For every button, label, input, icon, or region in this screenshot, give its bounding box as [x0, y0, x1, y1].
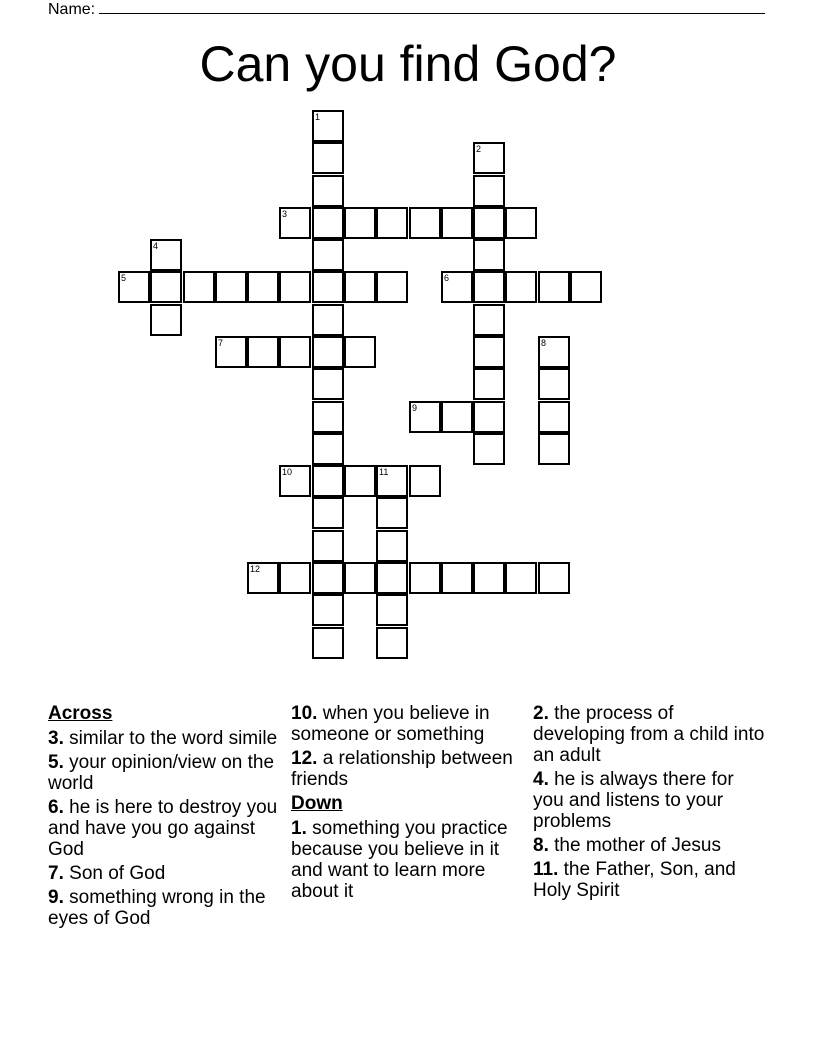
crossword-cell[interactable]: [312, 562, 344, 594]
crossword-cell[interactable]: [505, 271, 537, 303]
clue-column-1: [48, 703, 283, 932]
crossword-cell[interactable]: [312, 175, 344, 207]
crossword-cell[interactable]: [312, 465, 344, 497]
clue-number: 1: [315, 112, 321, 122]
down-clue: 2. the process of developing from a child into an adult: [533, 703, 765, 766]
crossword-cell[interactable]: [538, 401, 570, 433]
page-title: Can you find God?: [199, 36, 617, 92]
down-clue: 1. something you practice because you believe in it and want to learn more about it: [291, 818, 508, 902]
across-clue: 9. something wrong in the eyes of God: [48, 887, 266, 929]
crossword-cell[interactable]: [441, 401, 473, 433]
crossword-cell[interactable]: [279, 336, 311, 368]
crossword-cell[interactable]: [538, 433, 570, 465]
crossword-cell[interactable]: [312, 142, 344, 174]
clue-number: 6: [444, 273, 450, 283]
down-heading: Down: [291, 793, 343, 814]
clue-number: 2: [476, 144, 482, 154]
crossword-cell[interactable]: [473, 271, 505, 303]
crossword-cell[interactable]: [473, 562, 505, 594]
crossword-cell[interactable]: [473, 433, 505, 465]
crossword-cell[interactable]: [344, 271, 376, 303]
crossword-cell[interactable]: [409, 401, 441, 433]
crossword-cell[interactable]: [183, 271, 215, 303]
crossword-cell[interactable]: [247, 562, 279, 594]
crossword-cell[interactable]: [376, 562, 408, 594]
across-clue: 10. when you believe in someone or something: [291, 703, 490, 745]
clue-number: 10: [282, 467, 293, 477]
down-clue: 8. the mother of Jesus: [533, 835, 722, 856]
clue-column-3: [533, 703, 768, 904]
crossword-cell[interactable]: [570, 271, 602, 303]
crossword-cell[interactable]: [473, 368, 505, 400]
crossword-cell[interactable]: [312, 627, 344, 659]
crossword-cell[interactable]: [473, 175, 505, 207]
across-clue: 5. your opinion/view on the world: [48, 752, 275, 794]
crossword-cell[interactable]: [279, 271, 311, 303]
down-clue: 11. the Father, Son, and Holy Spirit: [533, 859, 736, 901]
crossword-cell[interactable]: [376, 627, 408, 659]
crossword-cell[interactable]: [409, 465, 441, 497]
crossword-cell[interactable]: [150, 239, 182, 271]
crossword-cell[interactable]: [538, 368, 570, 400]
clue-number: 12: [250, 564, 261, 574]
across-clue: 3. similar to the word simile: [48, 728, 278, 749]
across-clue: 12. a relationship between friends: [291, 748, 513, 790]
crossword-cell[interactable]: [505, 562, 537, 594]
crossword-cell[interactable]: [376, 271, 408, 303]
crossword-cell[interactable]: [312, 239, 344, 271]
crossword-cell[interactable]: [441, 271, 473, 303]
crossword-cell[interactable]: [344, 207, 376, 239]
crossword-cell[interactable]: [344, 336, 376, 368]
crossword-cell[interactable]: [376, 497, 408, 529]
crossword-cell[interactable]: [312, 530, 344, 562]
crossword-cell[interactable]: [376, 530, 408, 562]
crossword-cell[interactable]: [312, 594, 344, 626]
crossword-cell[interactable]: [150, 271, 182, 303]
crossword-cell[interactable]: [473, 142, 505, 174]
crossword-cell[interactable]: [376, 207, 408, 239]
crossword-cell[interactable]: [279, 207, 311, 239]
across-clue: 6. he is here to destroy you and have you go against God: [48, 797, 278, 860]
crossword-cell[interactable]: [118, 271, 150, 303]
crossword-cell[interactable]: [473, 304, 505, 336]
crossword-cell[interactable]: [279, 562, 311, 594]
crossword-cell[interactable]: [376, 594, 408, 626]
across-clue: 7. Son of God: [48, 863, 166, 884]
crossword-cell[interactable]: [312, 368, 344, 400]
crossword-cell[interactable]: [538, 562, 570, 594]
clue-number: 11: [379, 467, 389, 477]
clue-number: 5: [121, 273, 127, 283]
crossword-cell[interactable]: [312, 433, 344, 465]
crossword-cell[interactable]: [538, 336, 570, 368]
crossword-cell[interactable]: [312, 304, 344, 336]
crossword-cell[interactable]: [473, 336, 505, 368]
crossword-cell[interactable]: [441, 207, 473, 239]
clue-column-2: [291, 703, 526, 905]
crossword-cell[interactable]: [312, 110, 344, 142]
crossword-cell[interactable]: [247, 271, 279, 303]
crossword-cell[interactable]: [409, 562, 441, 594]
crossword-cell[interactable]: [150, 304, 182, 336]
crossword-cell[interactable]: [409, 207, 441, 239]
crossword-cell[interactable]: [376, 465, 408, 497]
crossword-cell[interactable]: [279, 465, 311, 497]
crossword-cell[interactable]: [473, 401, 505, 433]
clue-number: 4: [153, 241, 159, 251]
crossword-cell[interactable]: [441, 562, 473, 594]
clue-number: 8: [541, 338, 547, 348]
crossword-cell[interactable]: [538, 271, 570, 303]
crossword-cell[interactable]: [344, 465, 376, 497]
down-clue: 4. he is always there for you and listens to your problems: [533, 769, 734, 832]
crossword-cell[interactable]: [215, 336, 247, 368]
crossword-cell[interactable]: [473, 207, 505, 239]
crossword-cell[interactable]: [312, 336, 344, 368]
crossword-cell[interactable]: [505, 207, 537, 239]
crossword-cell[interactable]: [344, 562, 376, 594]
crossword-cell[interactable]: [312, 271, 344, 303]
crossword-cell[interactable]: [312, 497, 344, 529]
crossword-cell[interactable]: [312, 401, 344, 433]
crossword-cell[interactable]: [247, 336, 279, 368]
crossword-cell[interactable]: [312, 207, 344, 239]
name-label: Name:: [48, 1, 96, 18]
crossword-cell[interactable]: [215, 271, 247, 303]
clue-number: 7: [218, 338, 224, 348]
across-heading: Across: [48, 703, 113, 724]
clue-number: 9: [412, 403, 418, 413]
crossword-cell[interactable]: [473, 239, 505, 271]
clue-number: 3: [282, 209, 288, 219]
